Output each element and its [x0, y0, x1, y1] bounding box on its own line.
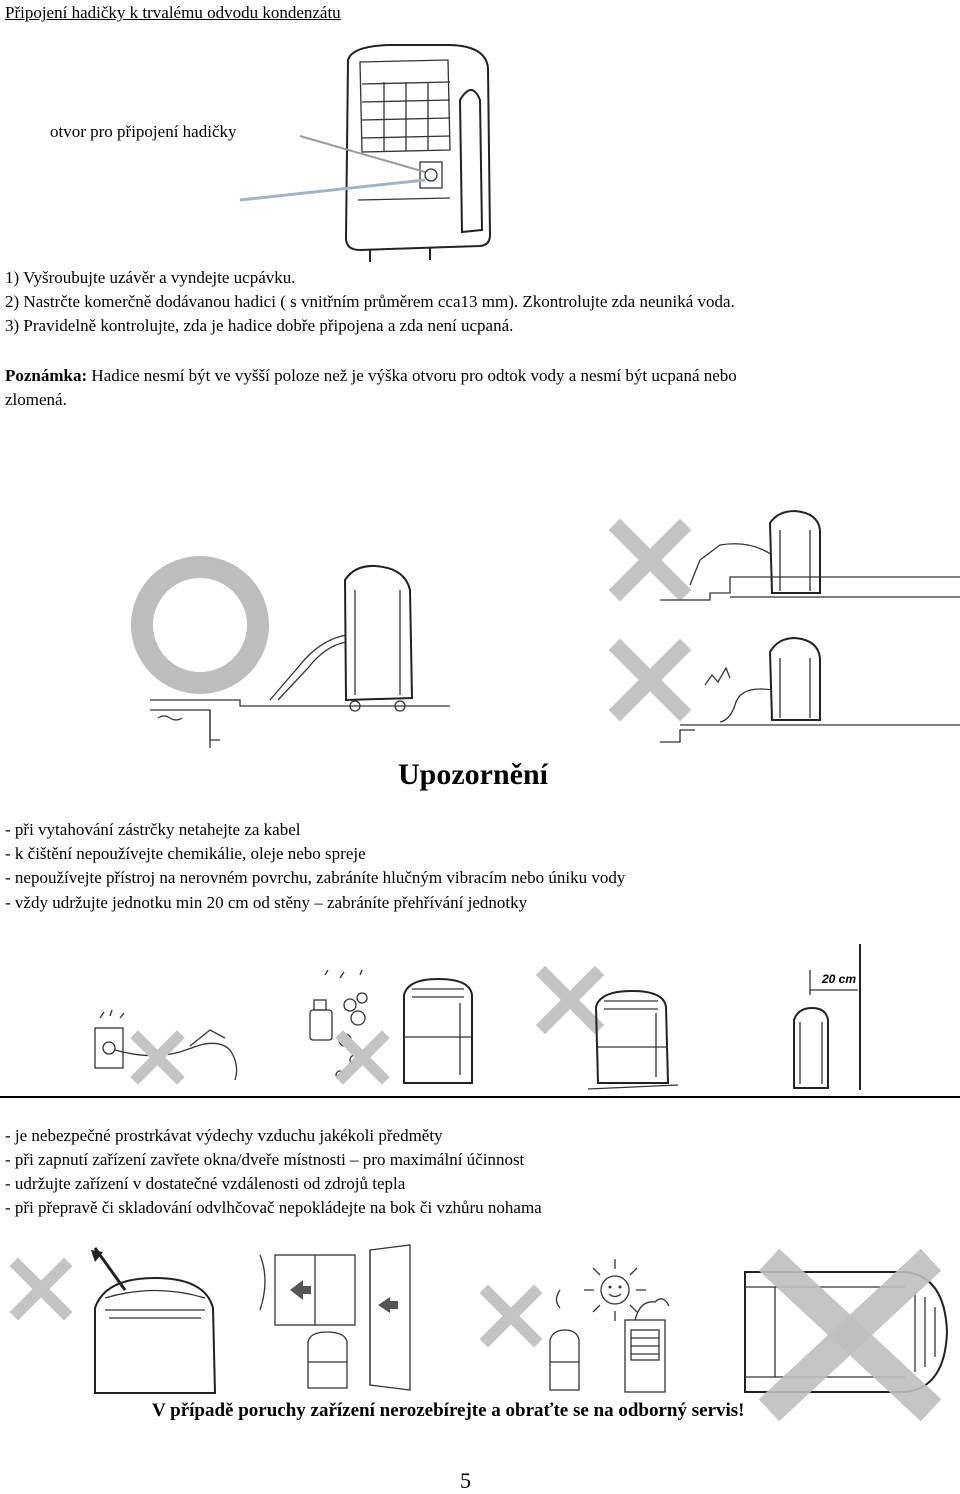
note-text: Hadice nesmí být ve vyšší poloze než je výška otvoru pro odtok vody a nesmí být ucpaná nebo [87, 366, 737, 385]
heater-icon [545, 1290, 675, 1400]
note-line-1 [5, 366, 737, 386]
warning-item: - udržujte zařízení v dostatečné vzdálenosti od zdrojů tepla [5, 1174, 406, 1193]
step-1: 1) Vyšroubujte uzávěr a vyndejte ucpávku. [5, 268, 296, 287]
dehumidifier-illustration [305, 1330, 350, 1390]
window-icon [255, 1250, 365, 1340]
footer-note: V případě poruchy zařízení nerozebírejte a obraťte se na odborný servis! [152, 1400, 745, 1421]
warning-item: - při zapnutí zařízení zavřete okna/dveře místnosti – pro maximální účinnost [5, 1150, 525, 1169]
wrong-cross-icon [480, 1285, 542, 1347]
step-2: 2) Nastrčte komerčně dodávanou hadici ( s vnitřním průměrem cca13 mm). Zkontrolujte zda neuniká voda. [5, 292, 735, 311]
wrong-cross-icon [130, 1030, 185, 1085]
step-3: 3) Pravidelně kontrolujte, zda je hadice dobře připojena a zda není ucpaná. [5, 316, 514, 335]
wrong-cross-icon [10, 1258, 72, 1320]
divider [0, 1096, 960, 1098]
warning-item: - k čištění nepoužívejte chemikálie, oleje nebo spreje [5, 844, 366, 863]
dehumidifier-tilted-illustration [588, 985, 678, 1095]
warning-item: - nepoužívejte přístroj na nerovném povrchu, zabráníte hlučným vibracím nebo úniku vody [5, 868, 626, 887]
figure-label: otvor pro připojení hadičky [50, 122, 237, 141]
section-heading: Připojení hadičky k trvalému odvodu kondenzátu [5, 3, 341, 22]
note-line-2: zlomená. [5, 390, 67, 409]
wrong-hose-raised-illustration [660, 505, 960, 615]
wall-distance-illustration [780, 940, 870, 1100]
warning-item: - je nebezpečné prostrkávat výdechy vzduchu jakékoli předměty [5, 1126, 443, 1145]
caution-title: Upozornění [398, 758, 548, 791]
warning-item: - při vytahování zástrčky netahejte za kabel [5, 820, 301, 839]
door-illustration [360, 1245, 420, 1395]
wrong-hose-kinked-illustration [660, 630, 960, 750]
distance-label: 20 cm [822, 972, 857, 986]
dehumidifier-top-illustration [85, 1248, 225, 1398]
dehumidifier-illustration [398, 975, 478, 1090]
warning-item: - vždy udržujte jednotku min 20 cm od stěny – zabráníte přehřívání jednotky [5, 893, 528, 912]
wrong-cross-icon [760, 1255, 940, 1415]
warning-item: - při přepravě či skladování odvlhčovač nepokládejte na bok či vzhůru nohama [5, 1198, 542, 1217]
page-number: 5 [460, 1468, 471, 1493]
pointer-arrows [0, 0, 960, 300]
note-label: Poznámka: [5, 366, 88, 385]
correct-hose-illustration [150, 560, 450, 750]
wrong-cross-icon [335, 1030, 390, 1085]
